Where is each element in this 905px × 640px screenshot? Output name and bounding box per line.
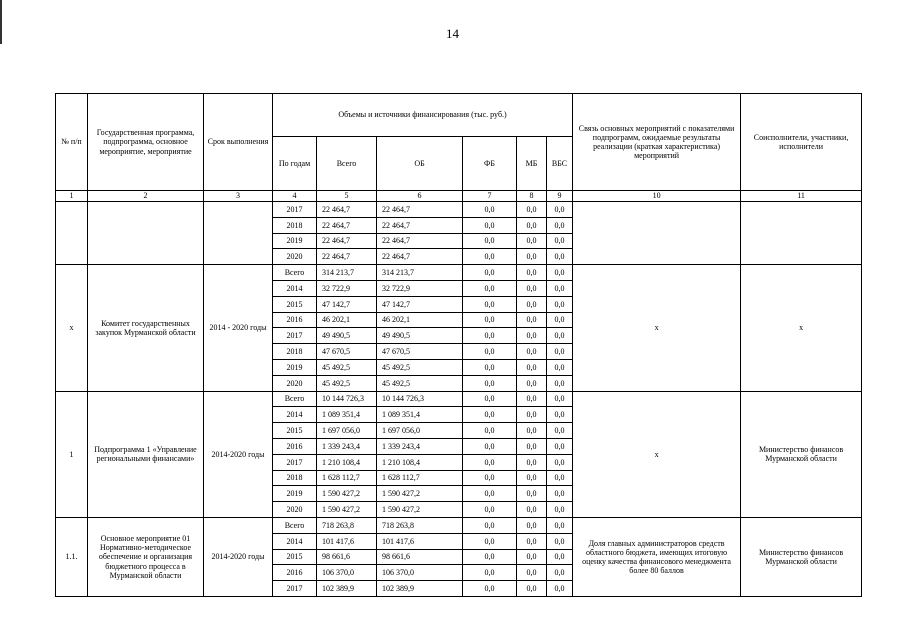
mb-cell: 0,0 bbox=[517, 407, 547, 423]
vbs-cell: 0,0 bbox=[547, 407, 573, 423]
mb-cell: 0,0 bbox=[517, 423, 547, 439]
year-cell: 2017 bbox=[273, 581, 317, 597]
fb-cell: 0,0 bbox=[463, 565, 517, 581]
total-cell: 1 628 112,7 bbox=[317, 470, 377, 486]
row-num-cell: х bbox=[56, 265, 88, 391]
fb-cell: 0,0 bbox=[463, 312, 517, 328]
ob-cell: 10 144 726,3 bbox=[377, 391, 463, 407]
ob-cell: 1 339 243,4 bbox=[377, 438, 463, 454]
vbs-cell: 0,0 bbox=[547, 280, 573, 296]
link-cell: Доля главных администраторов средств областного бюджета, имеющих итоговую оценку качества финансового менеджмента более 80 баллов bbox=[573, 517, 741, 596]
ob-cell: 1 210 108,4 bbox=[377, 454, 463, 470]
year-cell: 2017 bbox=[273, 454, 317, 470]
fb-cell: 0,0 bbox=[463, 470, 517, 486]
mb-cell: 0,0 bbox=[517, 344, 547, 360]
year-cell: 2018 bbox=[273, 217, 317, 233]
col-number: 7 bbox=[463, 191, 517, 202]
total-cell: 106 370,0 bbox=[317, 565, 377, 581]
link-cell: х bbox=[573, 265, 741, 391]
ob-cell: 98 661,6 bbox=[377, 549, 463, 565]
vbs-cell: 0,0 bbox=[547, 375, 573, 391]
total-cell: 1 210 108,4 bbox=[317, 454, 377, 470]
ob-cell: 1 628 112,7 bbox=[377, 470, 463, 486]
ob-cell: 49 490,5 bbox=[377, 328, 463, 344]
vbs-cell: 0,0 bbox=[547, 391, 573, 407]
ob-cell: 22 464,7 bbox=[377, 249, 463, 265]
header-total: Всего bbox=[317, 137, 377, 191]
term-cell: 2014 - 2020 годы bbox=[204, 265, 273, 391]
vbs-cell: 0,0 bbox=[547, 217, 573, 233]
mb-cell: 0,0 bbox=[517, 454, 547, 470]
col-number: 6 bbox=[377, 191, 463, 202]
total-cell: 45 492,5 bbox=[317, 359, 377, 375]
header-program: Государственная программа, подпрограмма, основное мероприятие, мероприятие bbox=[88, 94, 204, 191]
mb-cell: 0,0 bbox=[517, 312, 547, 328]
vbs-cell: 0,0 bbox=[547, 249, 573, 265]
link-cell bbox=[573, 202, 741, 265]
total-cell: 718 263,8 bbox=[317, 517, 377, 533]
mb-cell: 0,0 bbox=[517, 438, 547, 454]
ob-cell: 47 670,5 bbox=[377, 344, 463, 360]
header-by-year: По годам bbox=[273, 137, 317, 191]
row-num-cell bbox=[56, 202, 88, 265]
mb-cell: 0,0 bbox=[517, 233, 547, 249]
year-cell: 2015 bbox=[273, 296, 317, 312]
fb-cell: 0,0 bbox=[463, 344, 517, 360]
mb-cell: 0,0 bbox=[517, 502, 547, 518]
year-cell: 2019 bbox=[273, 486, 317, 502]
program-name-cell: Подпрограмма 1 «Управление региональными финансами» bbox=[88, 391, 204, 517]
ob-cell: 32 722,9 bbox=[377, 280, 463, 296]
year-cell: 2016 bbox=[273, 312, 317, 328]
fb-cell: 0,0 bbox=[463, 280, 517, 296]
total-cell: 47 142,7 bbox=[317, 296, 377, 312]
year-cell: 2020 bbox=[273, 249, 317, 265]
fb-cell: 0,0 bbox=[463, 359, 517, 375]
row-num-cell: 1 bbox=[56, 391, 88, 517]
total-cell: 102 389,9 bbox=[317, 581, 377, 597]
year-cell: 2018 bbox=[273, 470, 317, 486]
term-cell: 2014-2020 годы bbox=[204, 391, 273, 517]
vbs-cell: 0,0 bbox=[547, 533, 573, 549]
ob-cell: 46 202,1 bbox=[377, 312, 463, 328]
year-cell: 2015 bbox=[273, 549, 317, 565]
year-cell: 2014 bbox=[273, 280, 317, 296]
vbs-cell: 0,0 bbox=[547, 517, 573, 533]
col-number: 3 bbox=[204, 191, 273, 202]
mb-cell: 0,0 bbox=[517, 533, 547, 549]
total-cell: 98 661,6 bbox=[317, 549, 377, 565]
mb-cell: 0,0 bbox=[517, 549, 547, 565]
year-cell: Всего bbox=[273, 391, 317, 407]
mb-cell: 0,0 bbox=[517, 265, 547, 281]
vbs-cell: 0,0 bbox=[547, 565, 573, 581]
mb-cell: 0,0 bbox=[517, 280, 547, 296]
ob-cell: 106 370,0 bbox=[377, 565, 463, 581]
year-cell: 2016 bbox=[273, 438, 317, 454]
ob-cell: 45 492,5 bbox=[377, 375, 463, 391]
total-cell: 1 590 427,2 bbox=[317, 502, 377, 518]
year-cell: 2017 bbox=[273, 328, 317, 344]
total-cell: 46 202,1 bbox=[317, 312, 377, 328]
year-cell: Всего bbox=[273, 265, 317, 281]
column-numbers-row bbox=[56, 191, 862, 202]
page-number: 14 bbox=[446, 26, 459, 41]
total-cell: 1 590 427,2 bbox=[317, 486, 377, 502]
fb-cell: 0,0 bbox=[463, 202, 517, 218]
fb-cell: 0,0 bbox=[463, 502, 517, 518]
mb-cell: 0,0 bbox=[517, 249, 547, 265]
ob-cell: 1 697 056,0 bbox=[377, 423, 463, 439]
vbs-cell: 0,0 bbox=[547, 438, 573, 454]
header-vbs: ВБС bbox=[547, 137, 573, 191]
header-fb: ФБ bbox=[463, 137, 517, 191]
col-number: 4 bbox=[273, 191, 317, 202]
vbs-cell: 0,0 bbox=[547, 359, 573, 375]
fb-cell: 0,0 bbox=[463, 423, 517, 439]
fb-cell: 0,0 bbox=[463, 533, 517, 549]
executor-cell: Министерство финансов Мурманской области bbox=[741, 517, 862, 596]
vbs-cell: 0,0 bbox=[547, 423, 573, 439]
table-row bbox=[56, 517, 862, 533]
mb-cell: 0,0 bbox=[517, 375, 547, 391]
fb-cell: 0,0 bbox=[463, 233, 517, 249]
ob-cell: 22 464,7 bbox=[377, 217, 463, 233]
year-cell: 2020 bbox=[273, 502, 317, 518]
year-cell: 2019 bbox=[273, 233, 317, 249]
fb-cell: 0,0 bbox=[463, 438, 517, 454]
col-number: 5 bbox=[317, 191, 377, 202]
vbs-cell: 0,0 bbox=[547, 296, 573, 312]
ob-cell: 101 417,6 bbox=[377, 533, 463, 549]
fb-cell: 0,0 bbox=[463, 391, 517, 407]
mb-cell: 0,0 bbox=[517, 391, 547, 407]
mb-cell: 0,0 bbox=[517, 217, 547, 233]
total-cell: 101 417,6 bbox=[317, 533, 377, 549]
executor-cell: х bbox=[741, 265, 862, 391]
table-body bbox=[56, 202, 862, 597]
header-term: Срок выполнения bbox=[204, 94, 273, 191]
total-cell: 1 697 056,0 bbox=[317, 423, 377, 439]
year-cell: 2014 bbox=[273, 533, 317, 549]
mb-cell: 0,0 bbox=[517, 486, 547, 502]
ob-cell: 45 492,5 bbox=[377, 359, 463, 375]
program-name-cell: Основное мероприятие 01 Нормативно-методическое обеспечение и организация бюджетного процесса в Мурманской области bbox=[88, 517, 204, 596]
ob-cell: 718 263,8 bbox=[377, 517, 463, 533]
year-cell: 2020 bbox=[273, 375, 317, 391]
vbs-cell: 0,0 bbox=[547, 470, 573, 486]
year-cell: 2019 bbox=[273, 359, 317, 375]
ob-cell: 1 089 351,4 bbox=[377, 407, 463, 423]
total-cell: 22 464,7 bbox=[317, 249, 377, 265]
total-cell: 49 490,5 bbox=[317, 328, 377, 344]
total-cell: 22 464,7 bbox=[317, 217, 377, 233]
mb-cell: 0,0 bbox=[517, 565, 547, 581]
ob-cell: 314 213,7 bbox=[377, 265, 463, 281]
vbs-cell: 0,0 bbox=[547, 581, 573, 597]
ob-cell: 102 389,9 bbox=[377, 581, 463, 597]
vbs-cell: 0,0 bbox=[547, 202, 573, 218]
term-cell: 2014-2020 годы bbox=[204, 517, 273, 596]
fb-cell: 0,0 bbox=[463, 249, 517, 265]
col-number: 8 bbox=[517, 191, 547, 202]
fb-cell: 0,0 bbox=[463, 486, 517, 502]
row-num-cell: 1.1. bbox=[56, 517, 88, 596]
term-cell bbox=[204, 202, 273, 265]
total-cell: 32 722,9 bbox=[317, 280, 377, 296]
year-cell: 2017 bbox=[273, 202, 317, 218]
fb-cell: 0,0 bbox=[463, 581, 517, 597]
header-link: Связь основных мероприятий с показателями подпрограмм, ожидаемые результаты реализации (краткая характеристика) мероприятий bbox=[573, 94, 741, 191]
total-cell: 314 213,7 bbox=[317, 265, 377, 281]
vbs-cell: 0,0 bbox=[547, 549, 573, 565]
header-executors: Соисполнители, участники, исполнители bbox=[741, 94, 862, 191]
mb-cell: 0,0 bbox=[517, 202, 547, 218]
vbs-cell: 0,0 bbox=[547, 502, 573, 518]
col-number: 11 bbox=[741, 191, 862, 202]
total-cell: 45 492,5 bbox=[317, 375, 377, 391]
vbs-cell: 0,0 bbox=[547, 454, 573, 470]
year-cell: Всего bbox=[273, 517, 317, 533]
total-cell: 22 464,7 bbox=[317, 233, 377, 249]
table-row bbox=[56, 391, 862, 407]
fb-cell: 0,0 bbox=[463, 265, 517, 281]
year-cell: 2016 bbox=[273, 565, 317, 581]
fb-cell: 0,0 bbox=[463, 375, 517, 391]
program-name-cell: Комитет государственных закупок Мурманской области bbox=[88, 265, 204, 391]
total-cell: 22 464,7 bbox=[317, 202, 377, 218]
fb-cell: 0,0 bbox=[463, 517, 517, 533]
header-mb: МБ bbox=[517, 137, 547, 191]
table-row bbox=[56, 202, 862, 218]
mb-cell: 0,0 bbox=[517, 359, 547, 375]
vbs-cell: 0,0 bbox=[547, 265, 573, 281]
col-number: 9 bbox=[547, 191, 573, 202]
total-cell: 1 339 243,4 bbox=[317, 438, 377, 454]
ob-cell: 1 590 427,2 bbox=[377, 486, 463, 502]
year-cell: 2014 bbox=[273, 407, 317, 423]
mb-cell: 0,0 bbox=[517, 296, 547, 312]
col-number: 2 bbox=[88, 191, 204, 202]
fb-cell: 0,0 bbox=[463, 296, 517, 312]
vbs-cell: 0,0 bbox=[547, 486, 573, 502]
fb-cell: 0,0 bbox=[463, 454, 517, 470]
ob-cell: 22 464,7 bbox=[377, 202, 463, 218]
mb-cell: 0,0 bbox=[517, 581, 547, 597]
vbs-cell: 0,0 bbox=[547, 344, 573, 360]
ob-cell: 1 590 427,2 bbox=[377, 502, 463, 518]
ob-cell: 47 142,7 bbox=[377, 296, 463, 312]
header-ob: ОБ bbox=[377, 137, 463, 191]
link-cell: х bbox=[573, 391, 741, 517]
fb-cell: 0,0 bbox=[463, 217, 517, 233]
vbs-cell: 0,0 bbox=[547, 233, 573, 249]
program-name-cell bbox=[88, 202, 204, 265]
col-number: 10 bbox=[573, 191, 741, 202]
vbs-cell: 0,0 bbox=[547, 328, 573, 344]
table-row bbox=[56, 265, 862, 281]
total-cell: 10 144 726,3 bbox=[317, 391, 377, 407]
executor-cell bbox=[741, 202, 862, 265]
total-cell: 1 089 351,4 bbox=[317, 407, 377, 423]
total-cell: 47 670,5 bbox=[317, 344, 377, 360]
financing-table bbox=[55, 93, 862, 597]
fb-cell: 0,0 bbox=[463, 407, 517, 423]
mb-cell: 0,0 bbox=[517, 328, 547, 344]
col-number: 1 bbox=[56, 191, 88, 202]
fb-cell: 0,0 bbox=[463, 549, 517, 565]
year-cell: 2015 bbox=[273, 423, 317, 439]
executor-cell: Министерство финансов Мурманской области bbox=[741, 391, 862, 517]
header-num: № п/п bbox=[56, 94, 88, 191]
mb-cell: 0,0 bbox=[517, 470, 547, 486]
vbs-cell: 0,0 bbox=[547, 312, 573, 328]
year-cell: 2018 bbox=[273, 344, 317, 360]
header-finance: Объемы и источники финансирования (тыс. руб.) bbox=[273, 94, 573, 137]
fb-cell: 0,0 bbox=[463, 328, 517, 344]
ob-cell: 22 464,7 bbox=[377, 233, 463, 249]
mb-cell: 0,0 bbox=[517, 517, 547, 533]
